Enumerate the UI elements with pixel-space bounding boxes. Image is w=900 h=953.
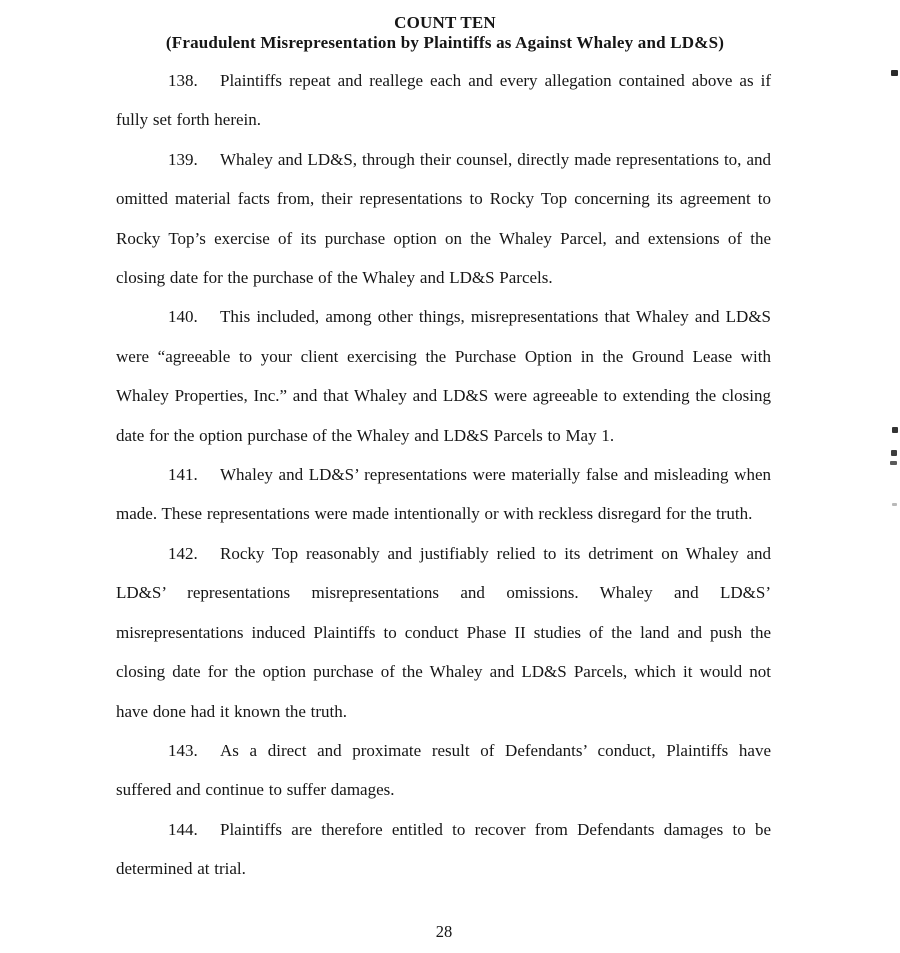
paragraph-143: [116, 731, 771, 810]
paragraph-text: As a direct and proximate result of Defendants’ conduct, Plaintiffs have suffered and continue to suffer damages.: [116, 740, 771, 800]
paragraph-139: [116, 140, 771, 298]
document-body: [116, 61, 771, 889]
paragraph-text: Whaley and LD&S, through their counsel, directly made representations to, and omitted material facts from, their representations to Rocky Top concerning its agreement to Rocky Top’s exercise of its purchase option on the Whaley Parcel, and extensions of the closing date for the purchase of the Whaley and LD&S Parcels.: [116, 149, 771, 288]
paragraph-number: 144.: [168, 819, 198, 839]
count-title: COUNT TEN: [394, 13, 496, 32]
paragraph-141: [116, 455, 771, 534]
page-number: 28: [435, 922, 453, 941]
paragraph-number: 141.: [168, 465, 198, 485]
scan-artifact: [891, 70, 898, 76]
count-subtitle: (Fraudulent Misrepresentation by Plaintiffs as Against Whaley and LD&S): [165, 32, 725, 52]
paragraph-number: 142.: [168, 543, 198, 563]
paragraph-text: Rocky Top reasonably and justifiably relied to its detriment on Whaley and LD&S’ representations misrepresentations and omissions. Whaley and LD&S’ misrepresentations induced Plaintiffs to conduct Phase II studies of the land and push the closing date for the option purchase of the Whaley and LD&S Parcels, which it would not have done had it known the truth.: [116, 543, 771, 721]
paragraph-number: 138.: [168, 71, 198, 90]
paragraph-text: Whaley and LD&S’ representations were materially false and misleading when made. These representations were made intentionally or with reckless disregard for the truth.: [116, 465, 771, 524]
paragraph-text: Plaintiffs are therefore entitled to recover from Defendants damages to be determined at trial.: [116, 819, 771, 879]
paragraph-144: [116, 810, 771, 889]
paragraph-138: [116, 61, 771, 140]
paragraph-number: 140.: [168, 307, 198, 327]
scan-artifact: [892, 427, 898, 433]
scan-artifact: [890, 461, 897, 465]
scan-artifact: [891, 450, 897, 456]
paragraph-number: 143.: [168, 740, 198, 760]
paragraph-142: [116, 534, 771, 731]
paragraph-text: This included, among other things, misrepresentations that Whaley and LD&S were “agreeable to your client exercising the Purchase Option in the Ground Lease with Whaley Properties, Inc.” and that Whaley and LD&S were agreeable to extending the closing date for the option purchase of the Whaley and LD&S Parcels to May 1.: [116, 307, 771, 445]
scan-artifact: [892, 503, 897, 506]
paragraph-text: Plaintiffs repeat and reallege each and every allegation contained above as if fully set forth herein.: [116, 71, 771, 130]
paragraph-number: 139.: [168, 149, 198, 169]
count-heading: [118, 13, 772, 52]
paragraph-140: [116, 297, 771, 455]
